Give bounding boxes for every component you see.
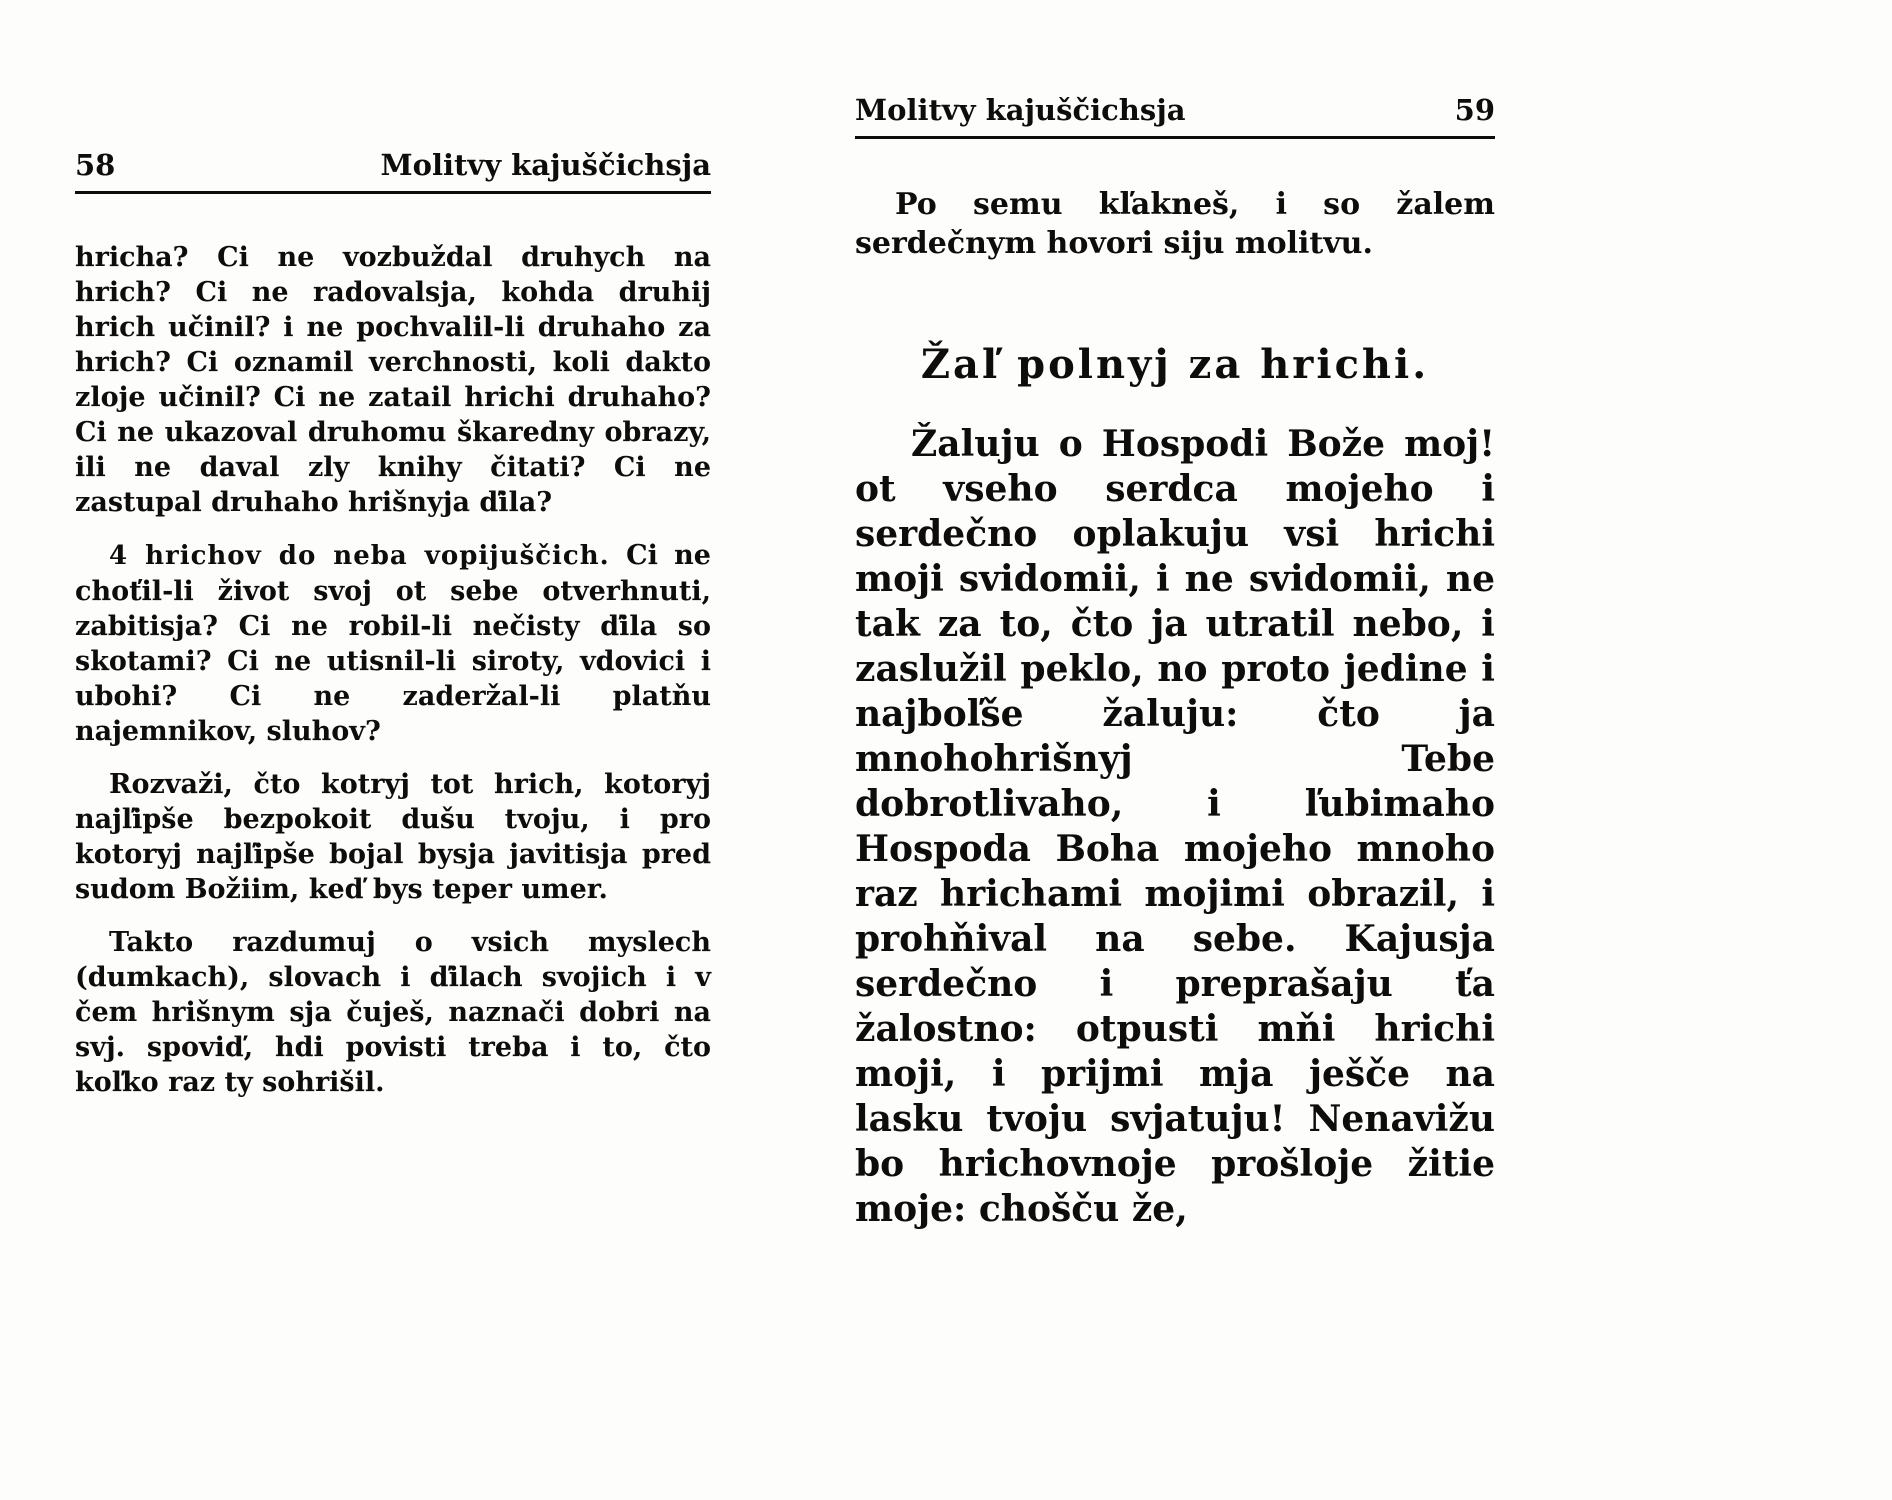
paragraph-four-sins-text: Ci ne choťil-li život svoj ot sebe otverhnuti, zabitisja? Ci ne robil-li nečisty ďila so skotami? Ci ne utisnil-li siroty, vdovici i ubohi? Ci ne zaderžal-li platňu najemnikov, sluhov?	[75, 539, 711, 747]
intro-text-right	[855, 185, 1495, 263]
paragraph-rozvazi: Rozvaži, čto kotryj tot hrich, kotoryj najľipše bezpokoit dušu tvoju, i pro kotoryj najľipše bojal bysja javitisja pred sudom Božiim, keď bys teper umer.	[75, 768, 711, 905]
header-rule-left	[75, 191, 711, 194]
inline-heading-four-sins: 4 hrichov do neba vopijuščich.	[109, 540, 610, 571]
paragraph-four-sins	[75, 538, 711, 749]
paragraph-rubric: Po semu kľakneš, i so žalem serdečnym hovori siju molitvu.	[855, 186, 1495, 261]
page-number-left: 58	[75, 148, 116, 182]
page-left	[75, 150, 711, 1118]
running-head-left	[75, 150, 711, 182]
paragraph-prayer: Žaluju o Hospodi Bože moj! ot vseho serdca mojeho i serdečno oplakuju vsi hrichi moji svidomii, i ne svidomii, ne tak za to, čto ja utratil nebo, i zaslužil peklo, no proto jedine i najboľše žaluju: čto ja mnohohrišnyj Tebe dobrotlivaho, i ľubimaho Hospoda Boha mojeho mnoho raz hrichami mojimi obrazil, i prohňival na sebe. Kajusja serdečno i preprašaju ťa žalostno: otpusti mňi hrichi moji, i prijmi mja ješče na lasku tvoju svjatuju! Nenavižu bo hrichovnoje prošloje žitie moje: chošču že,	[855, 422, 1495, 1230]
paragraph-examination-1: hricha? Ci ne vozbuždal druhych na hrich? Ci ne radovalsja, kohda druhij hrich učinil? i ne pochvalil-li druhaho za hrich? Ci oznamil verchnosti, koli dakto zloje učinil? Ci ne zatail hrichi druhaho? Ci ne ukazoval druhomu škaredny obrazy, ili ne daval zly knihy čitati? Ci ne zastupal druhaho hrišnyja ďila?	[75, 241, 711, 518]
section-heading-zal-polnyj: Žaľ polnyj za hrichi.	[920, 340, 1430, 388]
paragraph-takto: Takto razdumuj o vsich myslech (dumkach), slovach i ďilach svojich i v čem hrišnym sja čuješ, naznači dobri na svj. spoviď, hdi povisti treba i to, čto koľko raz ty sohrišil.	[75, 926, 711, 1098]
page-number-right: 59	[1454, 93, 1495, 127]
running-head-right	[855, 95, 1495, 127]
header-rule-right	[855, 136, 1495, 139]
body-text-right	[855, 422, 1495, 1232]
page-right	[855, 95, 1495, 1232]
running-title-left: Molitvy kajuščichsja	[380, 148, 711, 182]
running-title-right: Molitvy kajuščichsja	[855, 93, 1186, 127]
body-text-left	[75, 240, 711, 1100]
